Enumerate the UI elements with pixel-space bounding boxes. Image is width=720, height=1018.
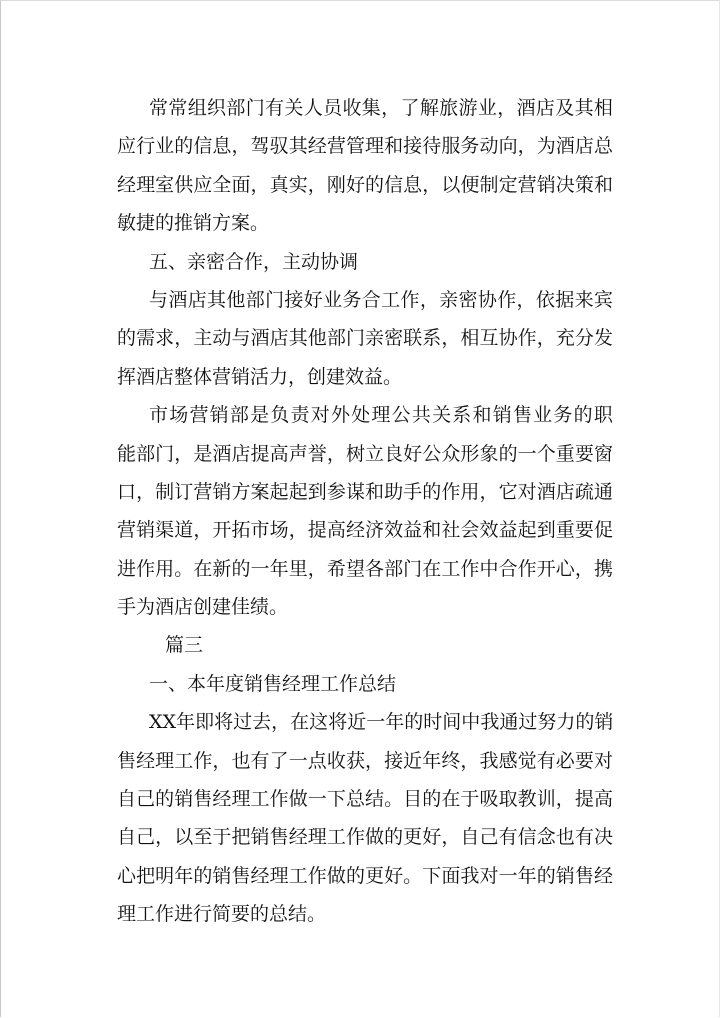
text-line: 经 理 室 供 应 全 面 ， 真 实 ， 刚 好 的 信 息 ， 以 便 制 定 营 销 决 策 和 xyxy=(117,173,613,196)
text-line: 五、亲密合作，主动协调 xyxy=(149,250,359,273)
text-line: 市 场 营 销 部 是 负 责 对 外 处 理 公 共 关 系 和 销 售 业 务 的 职 xyxy=(149,404,613,427)
text-line: 自 己 的 销 售 经 理 工 作 做 一 下 总 结 。 目 的 在 于 吸 取 教 训 ， 提 高 xyxy=(117,788,613,811)
text-line: 与 酒 店 其 他 部 门 接 好 业 务 合 工 作 ， 亲 密 协 作 ， 依 据 来 宾 xyxy=(149,288,613,311)
text-line: 应 行 业 的 信 息 ， 驾 驭 其 经 营 管 理 和 接 待 服 务 动 向 ， 为 酒 店 总 xyxy=(117,135,613,158)
text-line: 常 常 组 织 部 门 有 关 人 员 收 集 ， 了 解 旅 游 业 ， 酒 店 及 其 相 xyxy=(149,97,613,119)
text-line: 口 ， 制 订 营 销 方 案 起 起 到 参 谋 和 助 手 的 作 用 ， 它 对 酒 店 疏 通 xyxy=(117,480,613,503)
text-line: 敏捷的推销方案。 xyxy=(117,212,270,235)
text-line: 篇三 xyxy=(165,634,204,657)
text-line: 手为酒店创建佳绩。 xyxy=(117,596,289,619)
text-line: 心 把 明 年 的 销 售 经 理 工 作 做 的 更 好 。 下 面 我 对 一 年 的 销 售 经 xyxy=(117,864,613,887)
text-line: 自 己 ， 以 至 于 把 销 售 经 理 工 作 做 的 更 好 ， 自 己 有 信 念 也 有 决 xyxy=(117,826,613,849)
text-line: 理工作进行简要的总结。 xyxy=(117,903,327,926)
text-line: 能 部 门 ， 是 酒 店 提 高 声 誉 ， 树 立 良 好 公 众 形 象 的 一 个 重 要 窗 xyxy=(117,442,613,465)
text-line: 一、本年度销售经理工作总结 xyxy=(149,672,397,695)
document-body xyxy=(117,89,613,934)
text-line: X X 年 即 将 过 去 ， 在 这 将 近 一 年 的 时 间 中 我 通 过 努 力 的 销 xyxy=(149,711,614,734)
text-line: 挥酒店整体营销活力，创建效益。 xyxy=(117,365,403,388)
text-line: 营 销 渠 道 ， 开 拓 市 场 ， 提 高 经 济 效 益 和 社 会 效 益 起 到 重 要 促 xyxy=(117,519,613,542)
text-line: 进 作 用 。 在 新 的 一 年 里 ， 希 望 各 部 门 在 工 作 中 合 作 开 心 ， 携 xyxy=(117,557,613,580)
text-line: 的 需 求 ， 主 动 与 酒 店 其 他 部 门 亲 密 联 系 ， 相 互 协 作 ， 充 分 发 xyxy=(117,327,613,350)
text-line: 售 经 理 工 作 ， 也 有 了 一 点 收 获 ， 接 近 年 终 ， 我 感 觉 有 必 要 对 xyxy=(117,749,613,772)
